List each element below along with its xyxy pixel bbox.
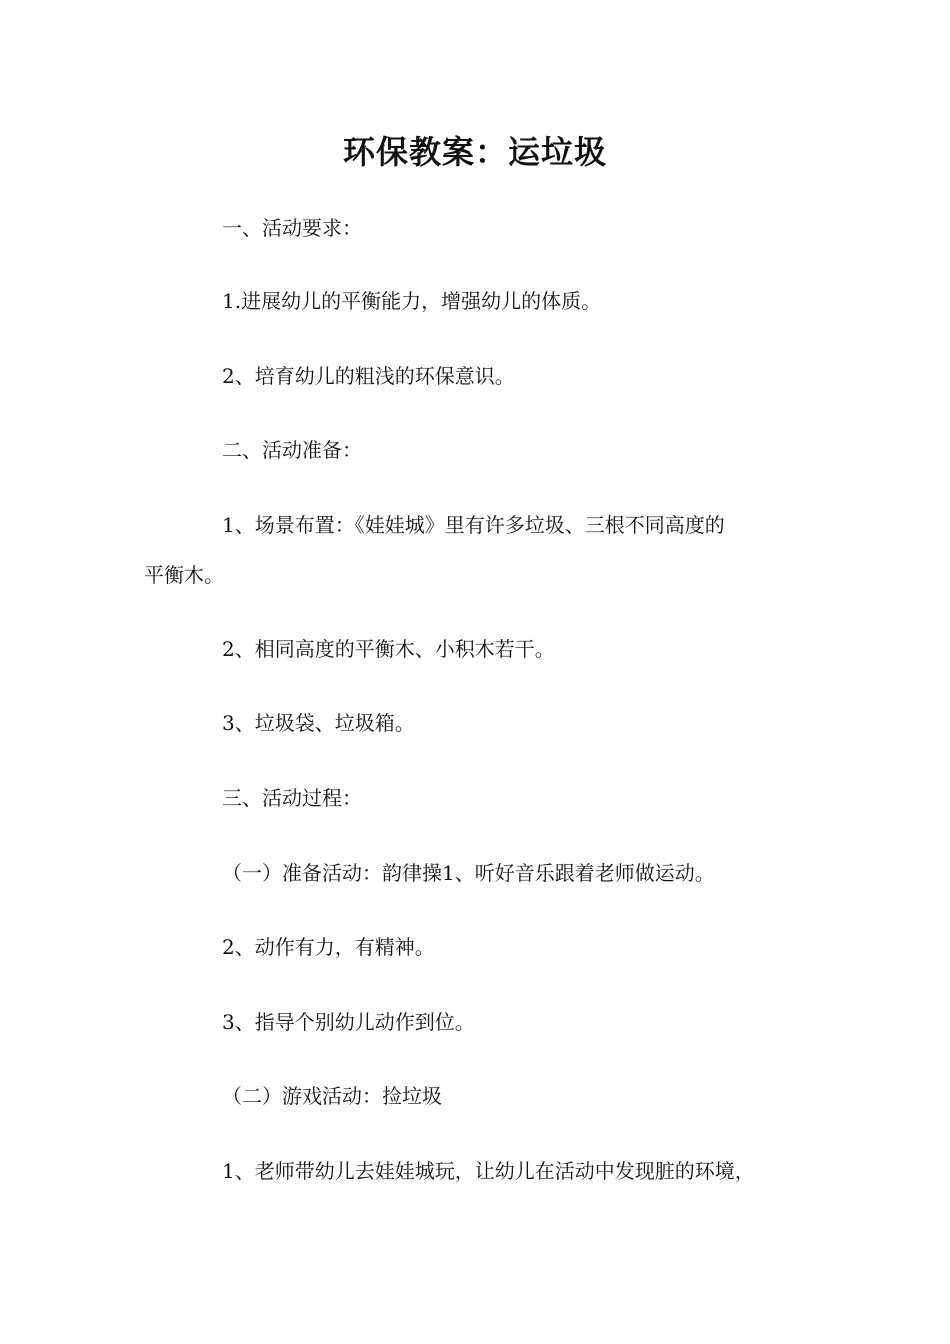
paragraph-10: 2、动作有力，有精神。: [222, 935, 435, 959]
paragraph-4: 二、活动准备：: [222, 438, 362, 462]
paragraph-12: （二）游戏活动：捡垃圾: [222, 1084, 442, 1108]
paragraph-8: 三、活动过程：: [222, 786, 362, 810]
document-title: 环保教案：运垃圾: [342, 133, 607, 171]
paragraph-3: 2、培育幼儿的粗浅的环保意识。: [222, 364, 515, 388]
paragraph-11: 3、指导个别幼儿动作到位。: [222, 1010, 475, 1034]
paragraph-2: 1.进展幼儿的平衡能力，增强幼儿的体质。: [222, 289, 602, 313]
paragraph-6: 2、相同高度的平衡木、小积木若干。: [222, 637, 555, 661]
paragraph-5: 1、场景布置：《娃娃城》里有许多垃圾、三根不同高度的: [222, 513, 725, 537]
paragraph-5-continued: 平衡木。: [144, 563, 224, 587]
paragraph-13: 1、老师带幼儿去娃娃城玩，让幼儿在活动中发现脏的环境，: [222, 1159, 755, 1183]
paragraph-1: 一、活动要求：: [222, 216, 362, 240]
paragraph-7: 3、垃圾袋、垃圾箱。: [222, 711, 415, 735]
paragraph-9: （一）准备活动：韵律操1、听好音乐跟着老师做运动。: [222, 861, 715, 885]
